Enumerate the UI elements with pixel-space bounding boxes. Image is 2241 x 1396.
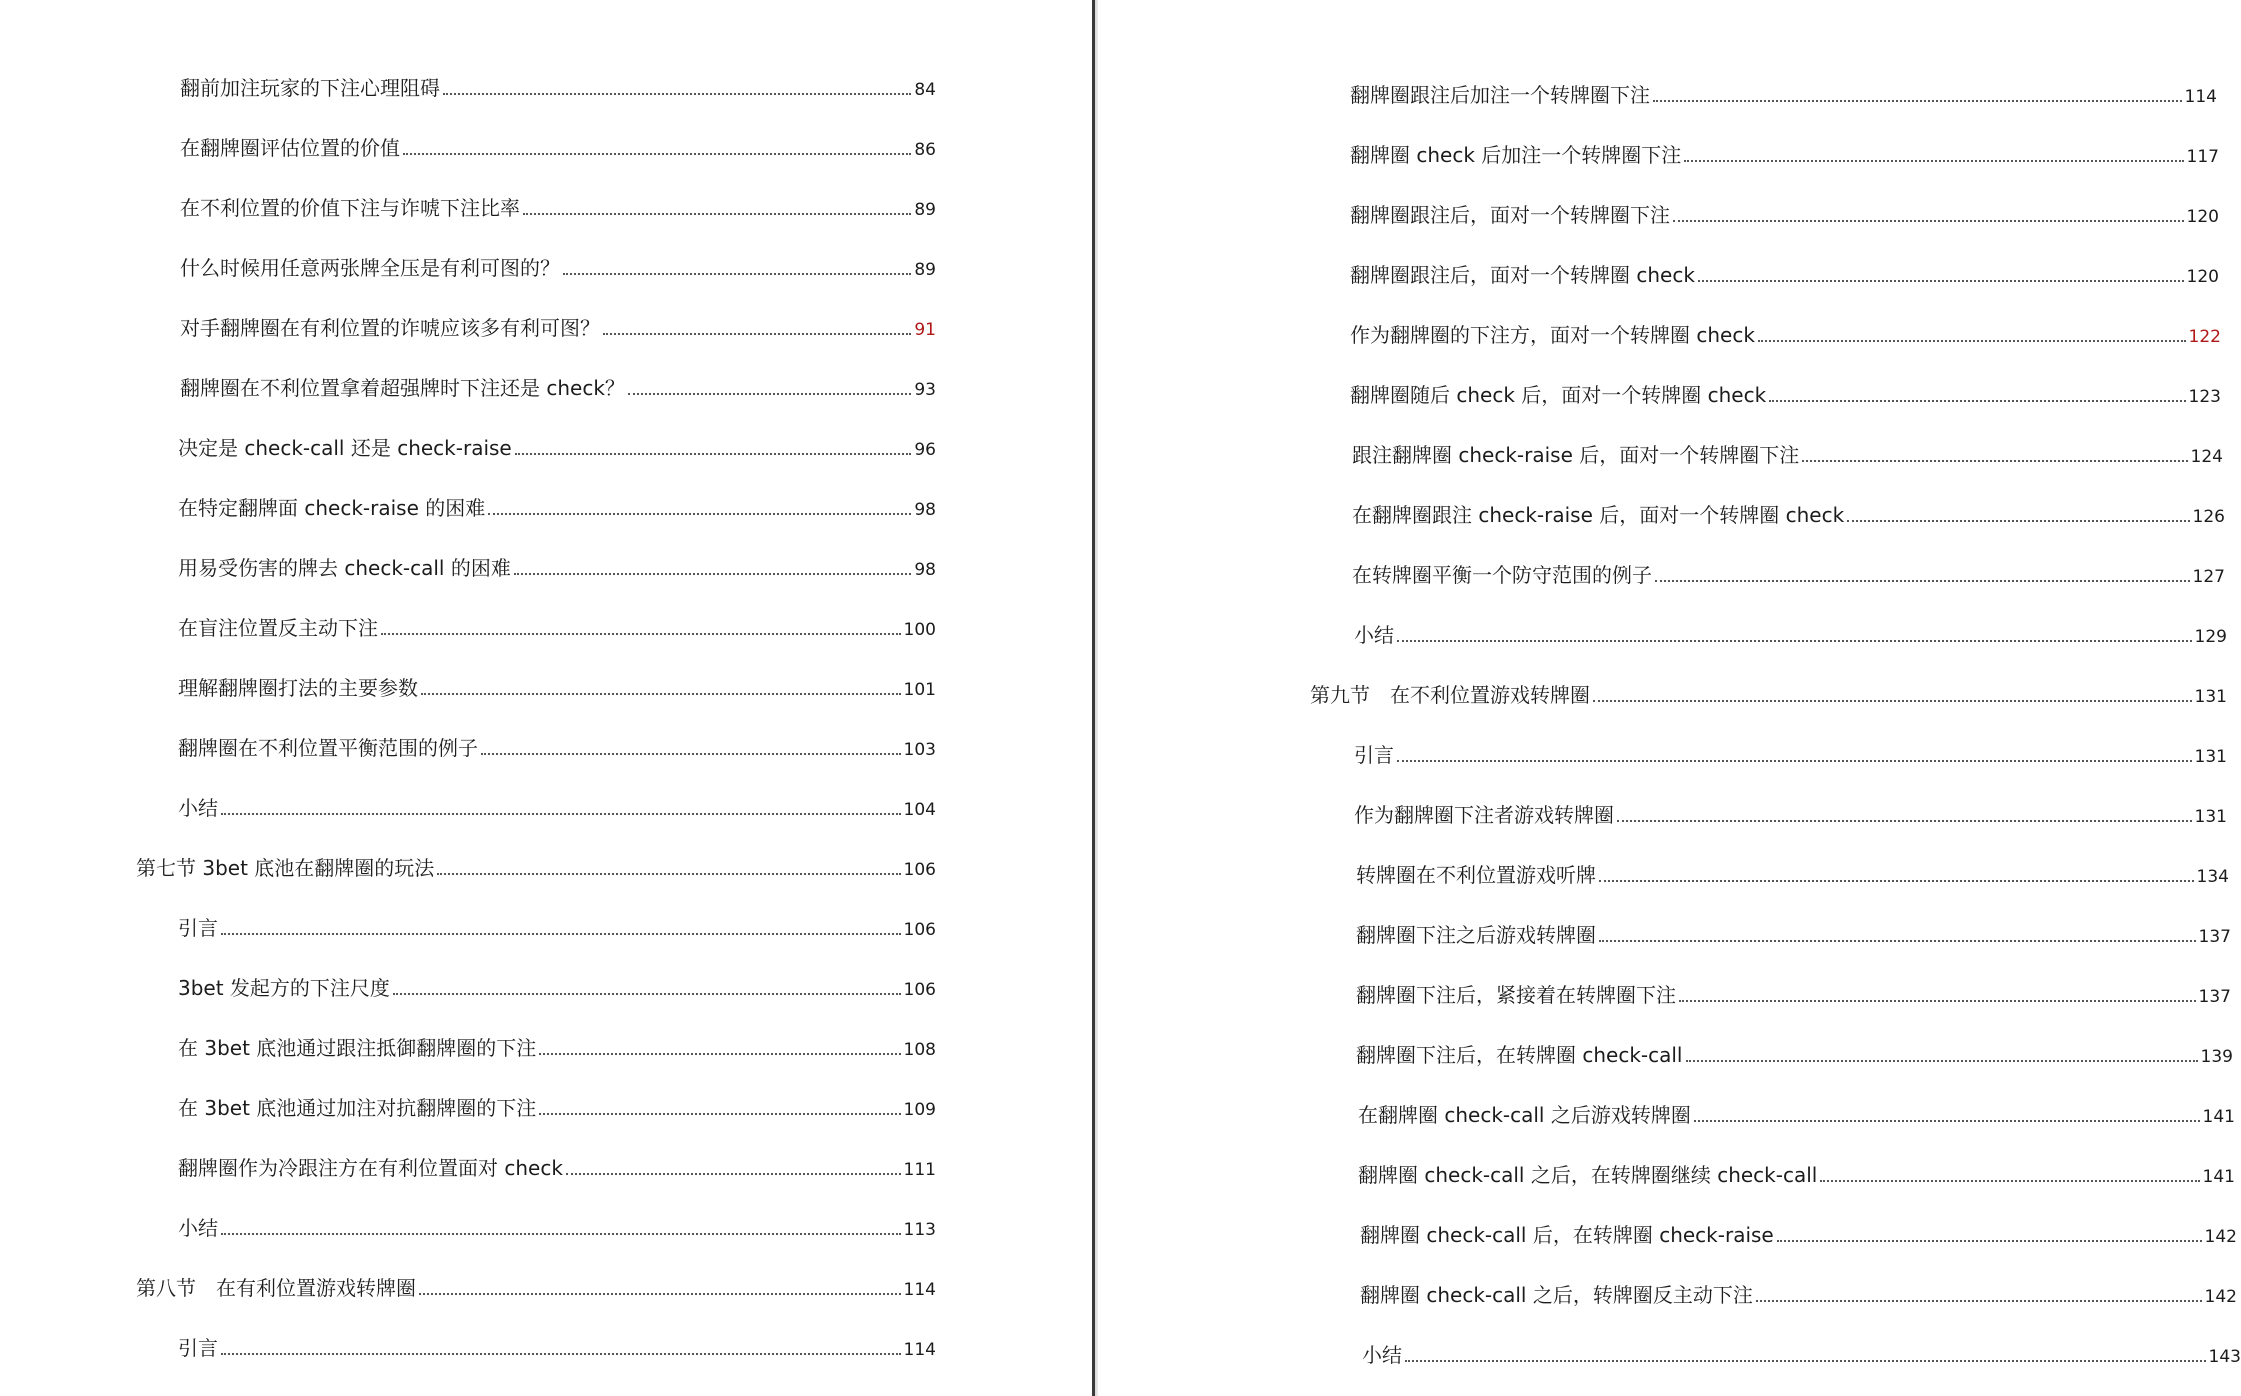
toc-entry[interactable] — [178, 1333, 936, 1363]
toc-entry-title: 翻牌圈在不利位置拿着超强牌时下注还是 check？ — [180, 376, 625, 400]
dot-leader — [403, 153, 911, 155]
dot-leader — [1686, 1060, 2198, 1062]
toc-entry-page: 139 — [2200, 1047, 2233, 1067]
toc-entry-page: 142 — [2204, 1287, 2237, 1307]
toc-entry-title: 对手翻牌圈在有利位置的诈唬应该多有利可图？ — [180, 316, 600, 340]
toc-entry[interactable] — [178, 913, 936, 943]
toc-entry-title: 决定是 check-call 还是 check-raise — [178, 436, 512, 460]
dot-leader — [1405, 1360, 2206, 1362]
dot-leader — [393, 993, 901, 995]
toc-entry[interactable] — [178, 493, 936, 523]
toc-entry[interactable] — [1360, 1280, 2237, 1310]
toc-entry-title: 转牌圈在不利位置游戏听牌 — [1356, 863, 1596, 887]
dot-leader — [539, 1053, 900, 1055]
toc-entry-page: 98 — [914, 500, 936, 520]
toc-entry-page: 123 — [2188, 387, 2221, 407]
toc-entry[interactable] — [178, 613, 936, 643]
toc-entry-page: 142 — [2204, 1227, 2237, 1247]
toc-entry[interactable] — [180, 133, 936, 163]
toc-entry-title: 引言 — [1354, 743, 1394, 767]
toc-entry-title: 翻前加注玩家的下注心理阻碍 — [180, 76, 440, 100]
toc-entry[interactable] — [1350, 260, 2219, 290]
toc-entry[interactable] — [178, 433, 936, 463]
toc-entry-title: 在翻牌圈评估位置的价值 — [180, 136, 400, 160]
dot-leader — [563, 273, 911, 275]
dot-leader — [1769, 400, 2185, 402]
toc-entry-page: 120 — [2186, 207, 2219, 227]
toc-entry[interactable] — [1356, 860, 2229, 890]
toc-entry-page: 98 — [914, 560, 936, 580]
toc-entry-page: 124 — [2190, 447, 2223, 467]
dot-leader — [221, 813, 901, 815]
toc-entry-page: 114 — [903, 1340, 936, 1360]
dot-leader — [1802, 460, 2187, 462]
dot-leader — [628, 393, 911, 395]
toc-entry-title: 翻牌圈随后 check 后，面对一个转牌圈 check — [1350, 383, 1767, 407]
toc-entry-title: 小结 — [1362, 1343, 1402, 1367]
toc-entry[interactable] — [1362, 1340, 2241, 1370]
toc-entry[interactable] — [1354, 620, 2227, 650]
toc-entry[interactable] — [1350, 380, 2221, 410]
toc-entry[interactable] — [1352, 440, 2223, 470]
toc-entry-title: 翻牌圈跟注后加注一个转牌圈下注 — [1350, 83, 1650, 107]
dot-leader — [221, 1233, 901, 1235]
toc-entry[interactable] — [1350, 140, 2219, 170]
toc-entry-title: 第九节 在不利位置游戏转牌圈 — [1310, 683, 1590, 707]
dot-leader — [1599, 880, 2194, 882]
toc-entry-page: 134 — [2196, 867, 2229, 887]
toc-entry[interactable] — [180, 73, 936, 103]
toc-entry-title: 小结 — [1354, 623, 1394, 647]
toc-entry-title: 小结 — [178, 796, 218, 820]
toc-entry-page: 126 — [2192, 507, 2225, 527]
toc-entry-title: 第八节 在有利位置游戏转牌圈 — [136, 1276, 416, 1300]
toc-entry-page: 120 — [2186, 267, 2219, 287]
toc-section-heading[interactable] — [136, 1273, 936, 1303]
toc-entry-page: 114 — [2184, 87, 2217, 107]
dot-leader — [1617, 820, 2192, 822]
dot-leader — [1758, 340, 2186, 342]
toc-entry-page: 131 — [2194, 747, 2227, 767]
toc-entry-page: 84 — [914, 80, 936, 100]
dot-leader — [1397, 640, 2192, 642]
toc-entry[interactable] — [1356, 920, 2231, 950]
toc-entry-title: 翻牌圈下注之后游戏转牌圈 — [1356, 923, 1596, 947]
toc-entry-page: 100 — [903, 620, 936, 640]
toc-section-heading[interactable] — [136, 853, 936, 883]
dot-leader — [1694, 1120, 2200, 1122]
dot-leader — [1653, 100, 2182, 102]
toc-entry-title: 翻牌圈 check-call 之后，在转牌圈继续 check-call — [1358, 1163, 1818, 1187]
dot-leader — [566, 1173, 901, 1175]
dot-leader — [481, 753, 901, 755]
dot-leader — [1847, 520, 2189, 522]
dot-leader — [1684, 160, 2183, 162]
toc-entry-title: 作为翻牌圈下注者游戏转牌圈 — [1354, 803, 1614, 827]
toc-entry-title: 理解翻牌圈打法的主要参数 — [178, 676, 418, 700]
toc-entry-title: 在 3bet 底池通过跟注抵御翻牌圈的下注 — [178, 1036, 537, 1060]
dot-leader — [1756, 1300, 2202, 1302]
toc-entry[interactable] — [1358, 1160, 2235, 1190]
toc-entry-page: 89 — [914, 260, 936, 280]
toc-entry[interactable] — [180, 253, 936, 283]
right-page — [1098, 0, 2241, 1396]
toc-entry-title: 第七节 3bet 底池在翻牌圈的玩法 — [136, 856, 435, 880]
dot-leader — [221, 933, 901, 935]
toc-entry-title: 在不利位置的价值下注与诈唬下注比率 — [180, 196, 520, 220]
toc-entry-title: 在转牌圈平衡一个防守范围的例子 — [1352, 563, 1652, 587]
toc-entry-page: 106 — [903, 980, 936, 1000]
toc-entry-page: 106 — [903, 860, 936, 880]
toc-entry[interactable] — [1350, 320, 2221, 350]
toc-entry-page: 93 — [914, 380, 936, 400]
toc-entry-title: 引言 — [178, 1336, 218, 1360]
dot-leader — [1397, 760, 2192, 762]
toc-entry-page: 122 — [2188, 327, 2221, 347]
toc-entry[interactable] — [1356, 980, 2231, 1010]
toc-entry-page: 106 — [903, 920, 936, 940]
dot-leader — [419, 1293, 901, 1295]
toc-entry[interactable] — [1354, 800, 2227, 830]
toc-entry-title: 在盲注位置反主动下注 — [178, 616, 378, 640]
toc-entry-page: 141 — [2202, 1167, 2235, 1187]
dot-leader — [539, 1113, 900, 1115]
toc-entry[interactable] — [1352, 560, 2225, 590]
dot-leader — [488, 513, 911, 515]
toc-entry[interactable] — [178, 1213, 936, 1243]
toc-entry-title: 翻牌圈跟注后，面对一个转牌圈下注 — [1350, 203, 1670, 227]
toc-entry-page: 143 — [2208, 1347, 2241, 1367]
toc-entry[interactable] — [178, 793, 936, 823]
toc-entry-page: 114 — [903, 1280, 936, 1300]
dot-leader — [1777, 1240, 2202, 1242]
toc-entry-title: 小结 — [178, 1216, 218, 1240]
toc-entry-title: 引言 — [178, 916, 218, 940]
toc-entry-page: 113 — [903, 1220, 936, 1240]
toc-entry-page: 131 — [2194, 807, 2227, 827]
toc-entry-page: 137 — [2198, 927, 2231, 947]
toc-entry-title: 翻牌圈跟注后，面对一个转牌圈 check — [1350, 263, 1695, 287]
toc-entry-title: 翻牌圈 check-call 后，在转牌圈 check-raise — [1360, 1223, 1774, 1247]
dot-leader — [1599, 940, 2196, 942]
toc-entry-page: 89 — [914, 200, 936, 220]
toc-entry[interactable] — [178, 1153, 936, 1183]
dot-leader — [514, 573, 912, 575]
toc-entry[interactable] — [1358, 1100, 2235, 1130]
toc-entry-page: 109 — [903, 1100, 936, 1120]
toc-entry-page: 141 — [2202, 1107, 2235, 1127]
toc-entry-title: 翻牌圈下注后，紧接着在转牌圈下注 — [1356, 983, 1676, 1007]
toc-section-heading[interactable] — [1310, 680, 2227, 710]
left-page — [0, 0, 1094, 1396]
toc-entry-page: 117 — [2186, 147, 2219, 167]
dot-leader — [1593, 700, 2192, 702]
toc-entry-page: 137 — [2198, 987, 2231, 1007]
toc-entry-title: 在特定翻牌面 check-raise 的困难 — [178, 496, 486, 520]
toc-entry[interactable] — [1356, 1040, 2233, 1070]
dot-leader — [1679, 1000, 2196, 1002]
dot-leader — [1673, 220, 2184, 222]
toc-entry[interactable] — [178, 733, 936, 763]
toc-entry-title: 翻牌圈 check-call 之后，转牌圈反主动下注 — [1360, 1283, 1753, 1307]
dot-leader — [523, 213, 911, 215]
dot-leader — [1698, 280, 2184, 282]
toc-entry[interactable] — [1354, 740, 2227, 770]
toc-entry[interactable] — [178, 673, 936, 703]
dot-leader — [443, 93, 911, 95]
toc-entry-page: 101 — [903, 680, 936, 700]
toc-entry[interactable] — [180, 313, 936, 343]
toc-entry-title: 3bet 发起方的下注尺度 — [178, 976, 390, 1000]
toc-entry-title: 在 3bet 底池通过加注对抗翻牌圈的下注 — [178, 1096, 537, 1120]
toc-entry-page: 111 — [903, 1160, 936, 1180]
toc-entry-title: 翻牌圈在不利位置平衡范围的例子 — [178, 736, 478, 760]
toc-entry-title: 在翻牌圈 check-call 之后游戏转牌圈 — [1358, 1103, 1691, 1127]
toc-entry-page: 86 — [914, 140, 936, 160]
toc-entry-title: 在翻牌圈跟注 check-raise 后，面对一个转牌圈 check — [1352, 503, 1845, 527]
toc-entry-page: 129 — [2194, 627, 2227, 647]
toc-entry[interactable] — [1350, 80, 2217, 110]
toc-entry-title: 翻牌圈下注后，在转牌圈 check-call — [1356, 1043, 1683, 1067]
dot-leader — [381, 633, 901, 635]
toc-entry-page: 96 — [914, 440, 936, 460]
toc-entry[interactable] — [1352, 500, 2225, 530]
toc-entry[interactable] — [180, 373, 936, 403]
dot-leader — [1655, 580, 2190, 582]
dot-leader — [603, 333, 911, 335]
toc-entry-page: 103 — [903, 740, 936, 760]
dot-leader — [221, 1353, 901, 1355]
toc-entry-page: 127 — [2192, 567, 2225, 587]
toc-entry[interactable] — [178, 1093, 936, 1123]
toc-entry[interactable] — [178, 973, 936, 1003]
toc-entry[interactable] — [178, 1033, 936, 1063]
toc-entry[interactable] — [180, 193, 936, 223]
toc-entry-page: 108 — [903, 1040, 936, 1060]
toc-entry-page: 91 — [914, 320, 936, 340]
dot-leader — [437, 873, 900, 875]
dot-leader — [421, 693, 901, 695]
toc-entry-title: 翻牌圈 check 后加注一个转牌圈下注 — [1350, 143, 1682, 167]
toc-entry[interactable] — [178, 553, 936, 583]
dot-leader — [1820, 1180, 2199, 1182]
toc-entry[interactable] — [1350, 200, 2219, 230]
dot-leader — [515, 453, 912, 455]
toc-entry-title: 什么时候用任意两张牌全压是有利可图的？ — [180, 256, 560, 280]
toc-entry-page: 131 — [2194, 687, 2227, 707]
toc-entry-page: 104 — [903, 800, 936, 820]
toc-entry-title: 翻牌圈作为冷跟注方在有利位置面对 check — [178, 1156, 563, 1180]
toc-entry[interactable] — [1360, 1220, 2237, 1250]
toc-entry-title: 跟注翻牌圈 check-raise 后，面对一个转牌圈下注 — [1352, 443, 1800, 467]
toc-entry-title: 用易受伤害的牌去 check-call 的困难 — [178, 556, 511, 580]
toc-entry-title: 作为翻牌圈的下注方，面对一个转牌圈 check — [1350, 323, 1755, 347]
